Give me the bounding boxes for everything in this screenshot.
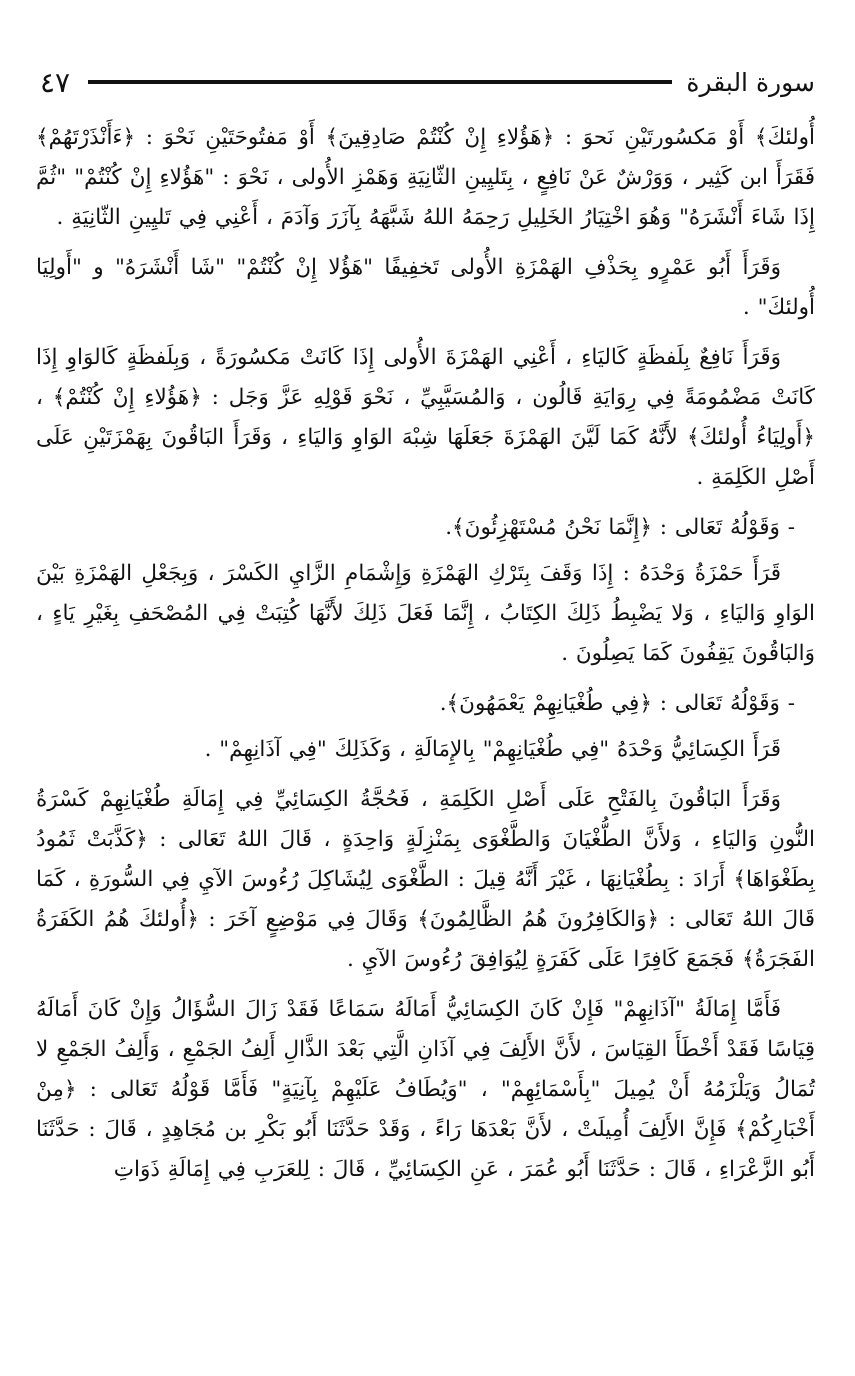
- page-body: [36, 118, 815, 1200]
- page-header: [40, 62, 815, 102]
- paragraph: وَقَرَأَ نَافِعٌ بِلَفظَةٍ كَاليَاءِ ، أَعْنِي الهَمْزَةَ الأُولى إِذَا كَانَتْ مَكسُورَةً ، وَبِلَفظَةٍ كَالوَاوِ إِذَا كَانَتْ مَضْمُومَةً فِي رِوَايَةِ قَالُون ، وَالمُسَيَّبِيِّ ، نَحْوَ قَوْلِهِ عَزَّ وَجَل : ﴿هَؤُلاءِ إِنْ كُنْتُمْ﴾ ، ﴿أَولِيَاءُ أُولئكَ﴾ لأَنَّهُ كَمَا لَيَّنَ الهَمْزَةَ جَعَلَهَا شِبْهَ الوَاوِ وَاليَاءِ ، وَقَرَأَ البَاقُونَ بِهَمْزَتَيْنِ عَلَى أَصْلِ الكَلِمَةِ .: [36, 345, 815, 490]
- paragraph: فَأَمَّا إِمَالَةُ "آذَانِهِمْ" فَإِنْ كَانَ الكِسَائِيُّ أَمَالَهُ سَمَاعًا فَقَدْ زَالَ السُّؤَالُ وَإِنْ كَانَ أَمَالَهُ قِيَاسًا فَقَدْ أَخْطَأَ القِيَاسَ ، لأَنَّ الأَلِفَ فِي آذَانِ الَّتِي بَعْدَ الذَّالِ أَلِفُ الجَمْعِ ، وَأَلِفُ الجَمْعِ لا تُمَالُ وَيَلْزَمُهُ أَنْ يُمِيلَ "بِأَسْمَائِهِمْ" ، "وَيُطَافُ عَلَيْهِمْ بِآنِيَةٍ" فَأَمَّا قَوْلُهُ تَعَالى : ﴿مِنْ أَخْبَارِكُمْ﴾ فَإِنَّ الأَلِفَ أُمِيلَتْ ، لأَنَّ بَعْدَهَا رَاءً ، وَقَدْ حَدَّثَنَا أَبُو بَكْرِ بن مُجَاهِدٍ ، قَالَ : حَدَّثَنَا أَبُو الزَّعْرَاءِ ، قَالَ : حَدَّثَنَا أَبُو عُمَرَ ، عَنِ الكِسَائِيِّ ، قَالَ : لِلعَرَبِ فِي إِمَالَةِ ذَوَاتِ: [36, 997, 815, 1182]
- surah-title: سورة البقرة: [686, 67, 815, 97]
- paragraph: وَقَرَأَ أَبُو عَمْرٍو بِحَذْفِ الهَمْزَةِ الأُولى تَخفِيفًا "هَؤُلا إِنْ كُنْتُمْ" "شَا أَنْشَرَهُ" و "أَولِيَا أُولئكَ" .: [36, 255, 815, 320]
- page-number: ٤٧: [40, 65, 71, 99]
- paragraph: قَرَأَ حَمْزَةُ وَحْدَهُ : إِذَا وَقَفَ بِتَرْكِ الهَمْزَةِ وَإِشْمَامِ الزَّايِ الكَسْرَ ، وَبِجَعْلِ الهَمْزَةِ بَيْنَ الوَاوِ وَاليَاءِ ، وَلا يَضْبِطُ ذَلِكَ الكِتَابُ ، إِنَّمَا فَعَلَ ذَلِكَ لأَنَّهَا كُتِبَتْ فِي المُصْحَفِ بِغَيْرِ يَاءٍ ، وَالبَاقُونَ يَقِفُونَ كَمَا يَصِلُونَ .: [36, 561, 815, 666]
- paragraph: وَقَرَأَ البَاقُونَ بِالفَتْحِ عَلَى أَصْلِ الكَلِمَةِ ، فَحُجَّةُ الكِسَائِيِّ فِي إِمَالَةِ طُغْيَانِهِمْ كَسْرَةُ النُّونِ وَاليَاءِ ، وَلأَنَّ الطُّغْيَانَ وَالطَّغْوَى بِمَنْزِلَةٍ وَاحِدَةٍ ، قَالَ اللهُ تَعَالى : ﴿كَذَّبَتْ ثَمُودُ بِطَغْوَاهَا﴾ أَرَادَ : بِطُغْيَانِهَا ، غَيْرَ أَنَّهُ قِيلَ : الطَّغْوَى لِيُشَاكِلَ رُءُوسَ الآيِ فِي السُّورَةِ ، كَمَا قَالَ اللهُ تَعَالى : ﴿وَالكَافِرُونَ هُمُ الظَّالِمُونَ﴾ وَقَالَ فِي مَوْضِعٍ آخَرَ : ﴿أُولئكَ هُمُ الكَفَرَةُ الفَجَرَةُ﴾ فَجَمَعَ كَافِرًا عَلَى كَفَرَةٍ لِيُوَافِقَ رُءُوسَ الآيِ .: [36, 787, 815, 972]
- header-rule: [88, 80, 672, 84]
- verse-heading: - وَقَوْلُهُ تَعَالى : ﴿فِي طُغْيَانِهِمْ يَعْمَهُونَ﴾.: [439, 691, 795, 716]
- paragraph: أُولئكَ﴾ أَوْ مَكسُورتَيْنِ نَحوَ : ﴿هَؤُلاءِ إِنْ كُنْتُمْ صَادِقِينَ﴾ أَوْ مَفتُوحَتَيْنِ نَحْوَ : ﴿ءَأَنْذَرْتَهُمْ﴾ فَقَرَأَ ابن كَثِير ، وَوَرْشٌ عَنْ نَافِعٍ ، بِتَليِينِ الثّانِيَةِ وَهَمْزِ الأُولى ، نَحْوَ : "هَؤُلاءِ إِنْ كُنْتُمْ" "ثُمَّ إِذَا شَاءَ أَنْشَرَهُ" وَهُوَ اخْتِيَارُ الخَلِيلِ رَحِمَهُ اللهُ شَبَّهَهُ بِآزَرَ وَآدَمَ ، أَعْنِي فِي تَليِينِ الثّانِيَةِ .: [36, 125, 815, 230]
- verse-heading: - وَقَوْلُهُ تَعَالى : ﴿إِنَّمَا نَحْنُ مُسْتَهْزِئُونَ﴾.: [445, 515, 795, 540]
- paragraph: قَرَأَ الكِسَائِيُّ وَحْدَهُ "فِي طُغْيَانِهِمْ" بِالإِمَالَةِ ، وَكَذَلِكَ "فِي آذَانِهِمْ" .: [204, 737, 781, 762]
